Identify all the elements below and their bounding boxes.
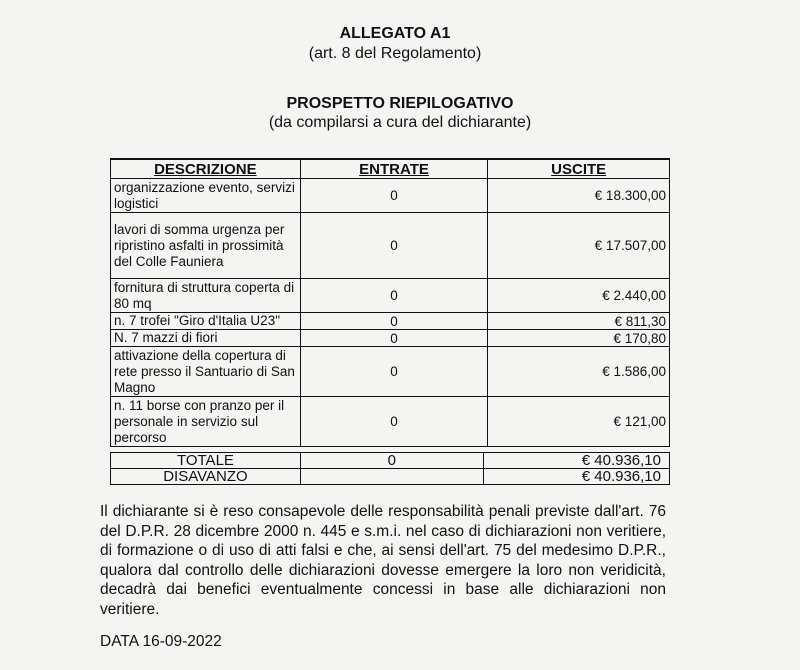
deficit-uscite: € 40.936,10 [483,469,669,485]
row-entrate: 0 [300,179,488,213]
table-row [111,330,670,347]
document-date: DATA 16-09-2022 [100,633,222,650]
table-row [111,397,670,447]
row-entrate: 0 [300,397,488,447]
row-entrate: 0 [300,279,488,313]
deficit-label: DISAVANZO [111,469,301,485]
row-description: n. 11 borse con pranzo per il personale in servizio sul percorso [111,397,301,447]
document-title: ALLEGATO A1 [339,25,451,42]
declaration-text: Il dichiarante si è reso consapevole delle responsabilità penali previste dall'art. 76 del D.P.R. 28 dicembre 2000 n. 445 e s.m.i. nel caso di dichiarazioni non veritiere, di formazione o di uso di atti falsi e che, ai sensi dell'art. 75 del medesimo D.P.R., qualora dal controllo delle dichiarazioni dovesse emergere la loro non veridicità, decadrà dai benefici eventualmente concessi in base alle dichiarazioni non veritiere. [100,503,666,618]
header-uscite: USCITE [488,159,670,179]
document-subtitle: (art. 8 del Regolamento) [308,45,482,62]
total-label: TOTALE [111,453,301,469]
section-title: PROSPETTO RIEPILOGATIVO [286,95,514,112]
row-description: attivazione della copertura di rete presso il Santuario di San Magno [111,347,301,397]
table-row [111,213,670,279]
row-uscite: € 170,80 [488,330,670,347]
total-uscite: € 40.936,10 [483,453,669,469]
row-entrate: 0 [300,347,488,397]
totals-table [110,452,670,485]
table-row [111,279,670,313]
row-description: organizzazione evento, servizi logistici [111,179,301,213]
section-subtitle: (da compilarsi a cura del dichiarante) [268,114,532,131]
row-description: fornitura di struttura coperta di 80 mq [111,279,301,313]
row-entrate: 0 [300,330,488,347]
table-header-row [111,159,670,179]
table-row [111,347,670,397]
deficit-entrate [300,469,483,485]
row-uscite: € 811,30 [488,313,670,330]
row-entrate: 0 [300,213,488,279]
row-uscite: € 17.507,00 [488,213,670,279]
summary-table [110,158,670,447]
row-uscite: € 1.586,00 [488,347,670,397]
deficit-row [111,469,670,485]
row-uscite: € 18.300,00 [488,179,670,213]
total-entrate: 0 [300,453,483,469]
table-row [111,179,670,213]
row-entrate: 0 [300,313,488,330]
row-description: N. 7 mazzi di fiori [111,330,301,347]
row-description: lavori di somma urgenza per ripristino asfalti in prossimità del Colle Fauniera [111,213,301,279]
header-entrate: ENTRATE [300,159,488,179]
totals-row [111,453,670,469]
header-descrizione: DESCRIZIONE [111,159,301,179]
table-row [111,313,670,330]
row-description: n. 7 trofei "Giro d'Italia U23" [111,313,301,330]
row-uscite: € 121,00 [488,397,670,447]
row-uscite: € 2.440,00 [488,279,670,313]
